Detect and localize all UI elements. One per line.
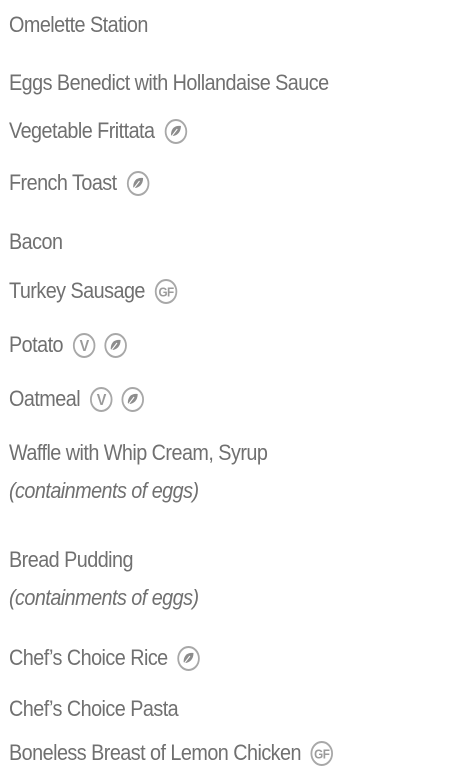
menu-item-name: Chef’s Choice Pasta <box>9 696 179 721</box>
menu-item-note: (containments of eggs) <box>9 478 199 503</box>
svg-text:V: V <box>96 390 106 409</box>
vegan-icon <box>72 332 96 359</box>
menu-item-name: Boneless Breast of Lemon Chicken <box>9 740 301 765</box>
menu-item-bread-pudding <box>9 547 199 611</box>
vegetarian-leaf-icon <box>177 645 201 672</box>
vegan-icon <box>89 386 113 413</box>
gluten-free-icon <box>310 740 334 767</box>
svg-text:GF: GF <box>314 746 330 762</box>
menu-item-name: Potato <box>9 332 64 357</box>
vegetarian-leaf-icon <box>163 118 187 145</box>
menu-item-eggs-benedict <box>9 70 329 96</box>
menu-item-name: Eggs Benedict with Hollandaise Sauce <box>9 70 329 95</box>
menu-item-note: (containments of eggs) <box>9 585 199 610</box>
menu-item-potato <box>9 332 128 358</box>
menu-item-chefs-choice-rice <box>9 645 201 671</box>
menu-item-name: Vegetable Frittata <box>9 118 155 143</box>
menu-item-bacon <box>9 229 62 255</box>
menu-item-name: French Toast <box>9 170 117 195</box>
menu-item-french-toast <box>9 170 150 196</box>
menu-item-lemon-chicken <box>9 740 334 766</box>
menu-item-turkey-sausage <box>9 278 178 304</box>
vegetarian-leaf-icon <box>126 170 150 197</box>
vegetarian-leaf-icon <box>104 332 128 359</box>
menu-item-chefs-choice-pasta <box>9 696 178 722</box>
vegetarian-leaf-icon <box>121 386 145 413</box>
menu-item-oatmeal <box>9 386 145 412</box>
menu-item-name: Waffle with Whip Cream, Syrup <box>9 440 268 465</box>
menu-item-name: Turkey Sausage <box>9 278 145 303</box>
menu-item-name: Bread Pudding <box>9 547 133 572</box>
menu-item-name: Oatmeal <box>9 386 81 411</box>
menu-item-name: Chef’s Choice Rice <box>9 645 168 670</box>
menu-item-vegetable-frittata <box>9 118 188 144</box>
gluten-free-icon <box>154 278 178 305</box>
svg-text:GF: GF <box>158 284 174 300</box>
menu-item-omelette-station <box>9 12 148 38</box>
menu-item-name: Omelette Station <box>9 12 148 37</box>
svg-text:V: V <box>79 336 89 355</box>
menu-item-waffle <box>9 440 267 504</box>
menu-item-name: Bacon <box>9 229 63 254</box>
